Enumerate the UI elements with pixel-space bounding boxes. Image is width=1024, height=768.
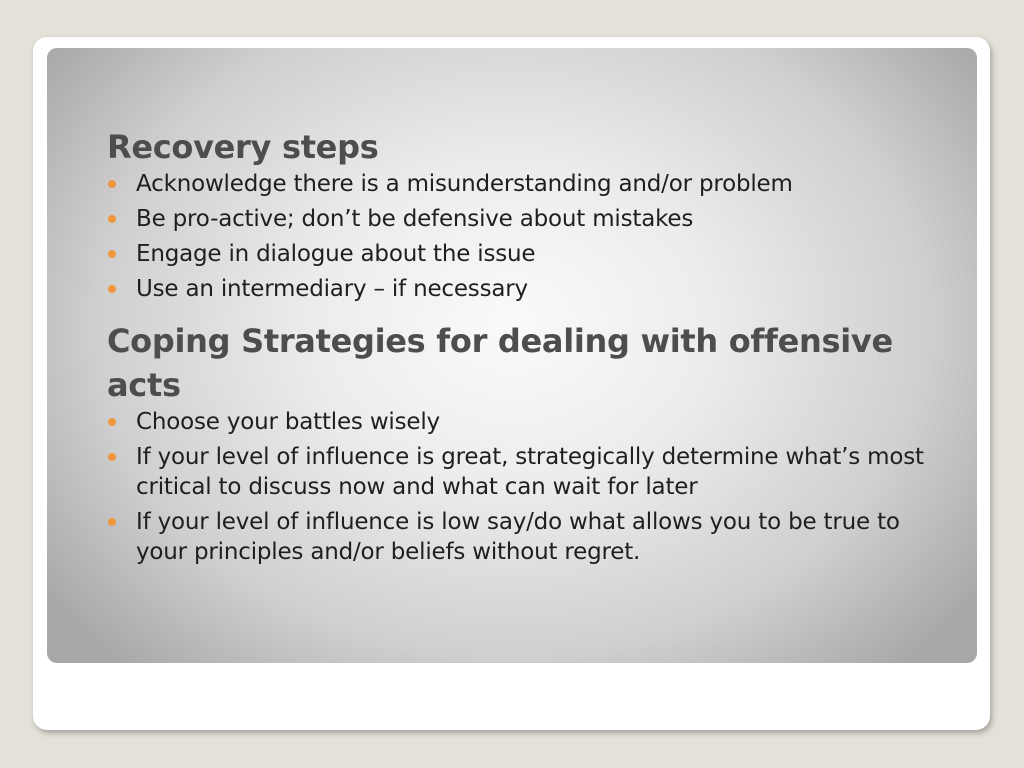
bullet-dot-icon [108,418,116,426]
bullet-dot-icon [108,180,116,188]
section-heading-recovery-steps: Recovery steps [107,128,379,166]
bullet-text: Use an intermediary – if necessary [136,276,528,302]
list-item [107,442,947,502]
bullet-dot-icon [108,285,116,293]
list-item [107,274,947,304]
list-item [107,169,947,199]
bullet-dot-icon [108,215,116,223]
slide-body [107,125,947,572]
bullet-text: If your level of influence is low say/do what allows you to be true to your principles and/or beliefs without regret. [136,509,900,565]
list-item [107,239,947,269]
bullet-dot-icon [108,250,116,258]
bullet-text: If your level of influence is great, strategically determine what’s most critical to discuss now and what can wait for later [136,444,924,500]
bullet-dot-icon [108,518,116,526]
coping-strategies-list [107,407,947,567]
bullet-dot-icon [108,453,116,461]
list-item [107,204,947,234]
list-item [107,407,947,437]
bullet-text: Be pro-active; don’t be defensive about mistakes [136,206,694,232]
recovery-steps-list [107,169,947,304]
bullet-text: Engage in dialogue about the issue [136,241,536,267]
bullet-text: Choose your battles wisely [136,409,440,435]
section-heading-coping-strategies: Coping Strategies for dealing with offensive acts [107,322,893,404]
bullet-text: Acknowledge there is a misunderstanding and/or problem [136,171,793,197]
list-item [107,507,947,567]
